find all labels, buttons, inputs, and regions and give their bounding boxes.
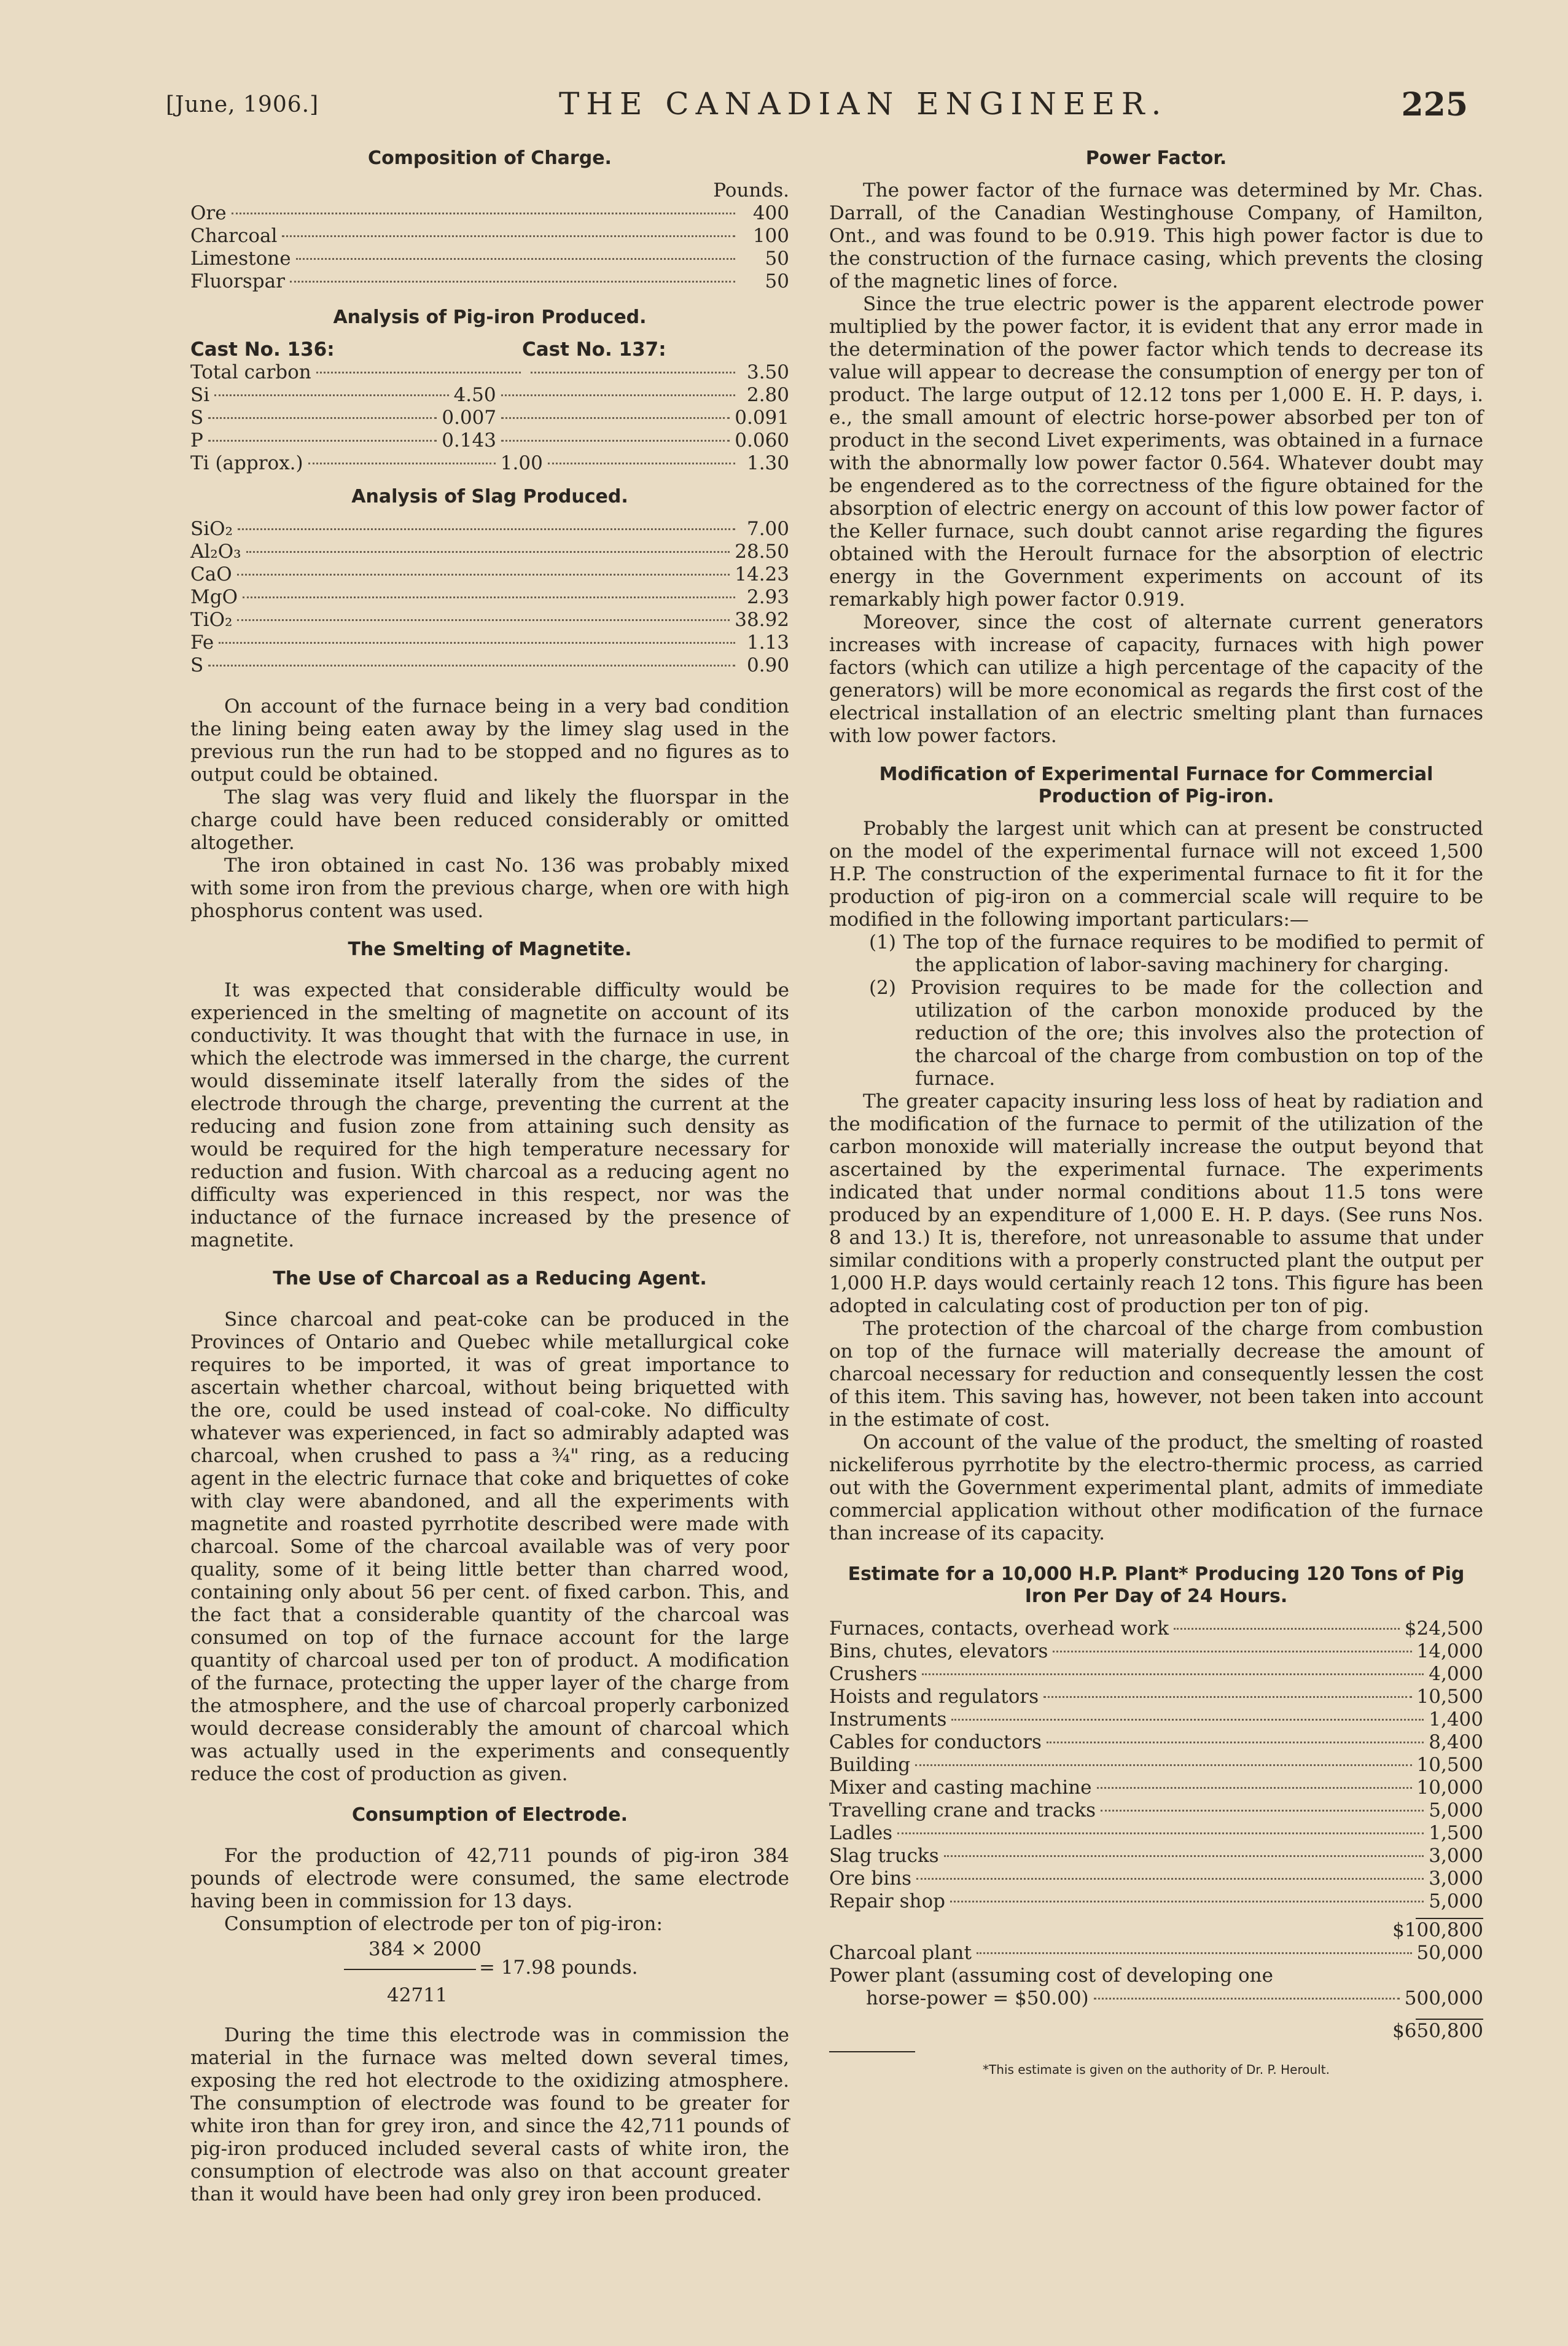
row-label: Total carbon	[190, 361, 311, 383]
paragraph: The greater capacity insuring less loss of heat by radiation and the modification of the furnace to permit of the utilization of the carbon monoxide will materially increase the output beyond that ascertained by the experimental furnace. The experiments indicated that under normal conditions about 11.5 tons were produced by an expenditure of 1,000 E. H. P. days. (See runs Nos. 8 and 13.) It is, therefore, not unreasonable to assume that under similar conditions with a properly constructed plant the output per 1,000 H.P. days would certainly reach 12 tons. This figure has been adopted in calculating cost of production per ton of pig.	[829, 1090, 1483, 1317]
leader-dots	[922, 1673, 1424, 1675]
leader-dots	[1101, 1810, 1424, 1812]
estimate-table	[829, 1617, 1483, 1913]
row-value: 10,500	[1416, 1686, 1483, 1708]
row-label: Furnaces, contacts, overhead work	[829, 1617, 1169, 1640]
row-label: Mixer and casting machine	[829, 1777, 1092, 1799]
row-value: 14,000	[1416, 1640, 1483, 1662]
row-label: Ti (approx.)	[190, 452, 303, 474]
leader-dots	[243, 596, 735, 598]
paragraph: Since charcoal and peat-coke can be produced in the Provinces of Ontario and Quebec while metallurgical coke requires to be imported, it was of great importance to ascertain whether charcoal, without being briquetted with the ore, could be used instead of coal-coke. No difficulty whatever was experienced, in fact so admirably adapted was charcoal, when crushed to pass a ¾" ring, as a reducing agent in the electric furnace that coke and briquettes of coke with clay were abandoned, and all the experiments with magnetite and roasted pyrrhotite described were made with charcoal. Some of the charcoal available was of very poor quality, some of it being little better than charred wood, containing only about 56 per cent. of fixed carbon. This, and the fact that a considerable quantity of the charcoal was consumed on top of the furnace account for the large quantity of charcoal used per ton of product. A modification of the furnace, protecting the upper layer of the charge from the atmosphere, and the use of charcoal properly carbonized would decrease considerably the amount of charcoal which was actually used in the experiments and consequently reduce the cost of production as given.	[190, 1308, 789, 1785]
leader-dots	[208, 440, 437, 442]
row-label: Building	[829, 1754, 911, 1776]
row-label: CaO	[190, 563, 232, 585]
row-value: 3,000	[1429, 1845, 1483, 1867]
cast-137-label: Cast No. 137:	[522, 338, 666, 361]
row-value: 4,000	[1429, 1663, 1483, 1685]
cast-137-value: 0.060	[735, 429, 790, 452]
row-value: 3,000	[1429, 1867, 1483, 1890]
table-row	[190, 654, 789, 677]
table-row	[190, 609, 789, 631]
row-label: Fe	[190, 631, 214, 654]
paragraph: The power factor of the furnace was determined by Mr. Chas. Darrall, of the Canadian Westinghouse Company, of Hamilton, Ont., and was found to be 0.919. This high power factor is due to the construction of the furnace casing, which prevents the closing of the magnetic lines of force.	[829, 179, 1483, 292]
table-row	[829, 1617, 1483, 1640]
row-value: 50	[765, 248, 789, 270]
row-value: 1.13	[746, 631, 789, 654]
table-row	[190, 202, 789, 225]
row-label: Hoists and regulators	[829, 1686, 1039, 1708]
leader-dots	[1174, 1628, 1400, 1630]
table-row	[190, 248, 789, 270]
power-plant-row	[829, 1965, 1483, 2010]
cast-136-value: 4.50	[453, 384, 496, 406]
table-row	[829, 1663, 1483, 1686]
row-label: MgO	[190, 586, 238, 608]
paragraph: Consumption of electrode per ton of pig-iron:	[224, 1913, 663, 1935]
leader-dots	[208, 417, 437, 419]
leader-dots	[1097, 1787, 1412, 1789]
list-item: (2) Provision requires to be made for the collection and utilization of the carbon monoxide produced by the reduction of the ore; this involves also the protection of the charcoal of the charge from combustion on top of the furnace.	[869, 977, 1483, 1090]
table-row	[829, 1777, 1483, 1799]
leader-dots	[238, 528, 735, 530]
slag-heading: Analysis of Slag Produced.	[351, 486, 628, 507]
leader-dots	[916, 1878, 1424, 1880]
leader-dots	[897, 1832, 1424, 1834]
leader-dots	[282, 235, 735, 237]
leader-dots	[1043, 1696, 1411, 1698]
running-header	[166, 86, 1468, 129]
formula-numerator: 384 × 2000	[369, 1938, 482, 1960]
row-label: Repair shop	[829, 1890, 945, 1912]
list-item: (1) The top of the furnace requires to be modified to permit of the application of labor-saving machinery for charging.	[869, 931, 1483, 976]
cast-header	[190, 338, 789, 361]
row-label: horse-power = $50.00)	[866, 1987, 1089, 2009]
paragraph: The iron obtained in cast No. 136 was probably mixed with some iron from the previous charge, when ore with high phosphorus content was used.	[190, 854, 789, 922]
table-row	[190, 407, 789, 429]
grand-total-row	[829, 2020, 1483, 2043]
row-label: Travelling crane and tracks	[829, 1799, 1096, 1821]
paragraph: Moreover, since the cost of alternate current generators increases with increase of capacity, furnaces with high power factors (which can utilize a high percentage of the capacity of the generators) will be more economical as regards the first cost of the electrical installation of an electric smelting plant than furnaces with low power factors.	[829, 611, 1483, 747]
leader-dots	[316, 372, 521, 373]
row-label: Slag trucks	[829, 1845, 939, 1867]
charge-table	[190, 202, 789, 293]
row-value: 28.50	[735, 541, 789, 563]
charge-unit: Pounds.	[713, 179, 789, 201]
leader-dots	[501, 417, 730, 419]
row-value: 1,400	[1429, 1708, 1483, 1730]
table-row	[190, 225, 789, 248]
page-number: 225	[1401, 86, 1468, 123]
subtotal-row	[829, 1919, 1483, 1942]
row-label: Al₂O₃	[190, 541, 241, 563]
row-label: Instruments	[829, 1708, 947, 1730]
leader-dots	[219, 642, 735, 644]
row-label: TiO₂	[190, 609, 233, 631]
paragraph: During the time this electrode was in commission the material in the furnace was melted down several times, exposing the red hot electrode to the oxidizing atmosphere. The consumption of electrode was found to be greater for white iron than for grey iron, and since the 42,711 pounds of pig-iron produced included several casts of white iron, the consumption of electrode was also on that account greater than it would have been had only grey iron been produced.	[190, 2024, 789, 2205]
paragraph: The protection of the charcoal of the charge from combustion on top of the furnace will materially decrease the amount of charcoal necessary for reduction and consequently lessen the cost of this item. This saving has, however, not been taken into account in the estimate of cost.	[829, 1318, 1483, 1431]
issue-date: [June, 1906.]	[166, 92, 319, 117]
table-row	[190, 631, 789, 654]
table-row	[190, 518, 789, 541]
leader-dots	[501, 394, 735, 396]
leader-dots	[951, 1719, 1424, 1721]
table-row	[190, 384, 789, 407]
table-row	[829, 1890, 1483, 1913]
cast-136-value: 0.143	[442, 429, 496, 452]
modification-heading: Modification of Experimental Furnace for Commercial Production of Pig-iron.	[879, 764, 1433, 807]
right-column	[829, 147, 1483, 2081]
journal-title: THE CANADIAN ENGINEER.	[559, 86, 1168, 122]
table-row	[190, 452, 789, 475]
electrode-heading: Consumption of Electrode.	[352, 1804, 628, 1826]
estimate-heading: Estimate for a 10,000 H.P. Plant* Producing 120 Tons of Pig Iron Per Day of 24 Hours.	[848, 1563, 1465, 1607]
leader-dots	[944, 1855, 1424, 1857]
slag-table	[190, 518, 789, 677]
row-label: S	[190, 654, 204, 676]
row-value: 14.23	[735, 563, 789, 585]
electrode-formula	[190, 1938, 789, 2012]
cast-137-value: 0.091	[735, 407, 789, 429]
row-value: 38.92	[735, 609, 789, 631]
leader-dots	[1053, 1651, 1411, 1652]
row-label: Ladles	[829, 1822, 893, 1844]
row-label: Power plant (assuming cost of developing one	[829, 1965, 1273, 1987]
table-row	[190, 586, 789, 609]
row-label: Charcoal plant	[829, 1942, 972, 1964]
row-value: 1,500	[1429, 1822, 1483, 1844]
row-value: 50	[765, 270, 789, 292]
row-value: 400	[752, 202, 789, 224]
row-label: Ore	[190, 202, 227, 224]
table-row	[190, 541, 789, 563]
footnote: *This estimate is given on the authority of Dr. P. Heroult.	[983, 2062, 1330, 2077]
paragraph: For the production of 42,711 pounds of pig-iron 384 pounds of electrode were consumed, the same electrode having been in commission for 13 days.	[190, 1845, 789, 1912]
row-label: Bins, chutes, elevators	[829, 1640, 1048, 1662]
paragraph: Since the true electric power is the apparent electrode power multiplied by the power factor, it is evident that any error made in the determination of the power factor which tends to decrease its value will appear to decrease the consumption of energy per ton of product. The large output of 12.12 tons per 1,000 E. H. P. days, i. e., the small amount of electric horse-power absorbed per ton of product in the second Livet experiments, was obtained in a furnace with the abnormally low power factor 0.564. Whatever doubt may be engendered as to the correctness of the figure obtained for the absorption of electric energy on account of this low power factor of the Keller furnace, such doubt cannot arise regarding the figures obtained with the Heroult furnace for the absorption of electric energy in the Government experiments on account of its remarkably high power factor 0.919.	[829, 293, 1483, 611]
row-value: 7.00	[746, 518, 789, 540]
row-label: P	[190, 429, 203, 452]
leader-dots	[208, 665, 735, 667]
table-row	[190, 361, 789, 384]
row-value: 100	[752, 225, 789, 247]
paragraph: The slag was very fluid and likely the fluorspar in the charge could have been reduced considerably or omitted altogether.	[190, 786, 789, 854]
magnetite-heading: The Smelting of Magnetite.	[348, 939, 632, 960]
row-label: SiO₂	[190, 518, 233, 540]
table-row	[829, 1708, 1483, 1731]
leader-dots	[290, 281, 735, 283]
row-value: 10,500	[1416, 1754, 1483, 1776]
leader-dots	[308, 463, 496, 464]
table-row	[829, 1731, 1483, 1754]
cast-136-value: 0.007	[442, 407, 497, 429]
table-row	[829, 1754, 1483, 1777]
paragraph: Probably the largest unit which can at present be constructed on the model of the experimental furnace will not exceed 1,500 H.P. The construction of the experimental furnace to fit it for the production of pig-iron on a commercial scale will require to be modified in the following important particulars:—	[829, 818, 1483, 931]
paragraph: On account of the furnace being in a very bad condition the lining being eaten away by the limey slag used in the previous run the run had to be stopped and no figures as to output could be obtained.	[190, 695, 789, 786]
row-label: Si	[190, 384, 210, 406]
row-value: 500,000	[1404, 1987, 1483, 2009]
table-row	[190, 270, 789, 293]
cast-137-value: 2.80	[746, 384, 789, 406]
power-factor-heading: Power Factor.	[1085, 147, 1227, 169]
leader-dots	[232, 213, 735, 214]
row-label: Ore bins	[829, 1867, 912, 1890]
table-row	[829, 1640, 1483, 1663]
footnote-rule	[829, 2051, 915, 2052]
cast-136-label: Cast No. 136:	[190, 338, 335, 361]
row-label: Crushers	[829, 1663, 918, 1685]
leader-dots	[548, 463, 735, 464]
row-label: S	[190, 407, 204, 429]
leader-dots	[237, 619, 730, 621]
row-value: 2.93	[746, 586, 789, 608]
leader-dots	[1047, 1742, 1424, 1743]
grand-total-value: $650,800	[1392, 2020, 1483, 2042]
paragraph: On account of the value of the product, the smelting of roasted nickeliferous pyrrhotite by the electro-thermic process, as carried out with the Government experimental plant, admits of immediate commercial application without other modification of the furnace than increase of its capacity.	[829, 1431, 1483, 1544]
row-value: 10,000	[1416, 1777, 1483, 1799]
pig-iron-heading: Analysis of Pig-iron Produced.	[333, 307, 647, 328]
charcoal-plant-row	[829, 1942, 1483, 1965]
charge-heading: Composition of Charge.	[368, 147, 612, 169]
row-value: 5,000	[1429, 1799, 1483, 1821]
charcoal-heading: The Use of Charcoal as a Reducing Agent.	[273, 1268, 707, 1289]
leader-dots	[296, 258, 735, 260]
table-row	[190, 429, 789, 452]
row-label: Charcoal	[190, 225, 278, 247]
paragraph: It was expected that considerable difficulty would be experienced in the smelting of magnetite on account of its conductivity. It was thought that with the furnace in use, in which the electrode was immersed in the charge, the current would disseminate itself laterally from the sides of the electrode through the charge, preventing the current at the reducing and fusion zone from attaining such density as would be required for the high temperature necessary for reduction and fusion. With charcoal as a reducing agent no difficulty was experienced in this respect, nor was the inductance of the furnace increased by the presence of magnetite.	[190, 979, 789, 1251]
leader-dots	[531, 372, 735, 373]
left-column	[190, 147, 789, 2206]
leader-dots	[246, 551, 730, 553]
leader-dots	[237, 574, 730, 576]
row-label: Fluorspar	[190, 270, 285, 292]
cast-137-value: 1.30	[746, 452, 789, 474]
row-value: 0.90	[746, 654, 789, 676]
subtotal-value: $100,800	[1392, 1919, 1483, 1941]
leader-dots	[214, 394, 448, 396]
cast-137-value: 3.50	[746, 361, 789, 383]
row-value: $24,500	[1404, 1617, 1483, 1640]
row-value: 50,000	[1416, 1942, 1483, 1964]
leader-dots	[501, 440, 730, 442]
formula-result: = 17.98 pounds.	[479, 1957, 638, 1979]
row-label: Limestone	[190, 248, 291, 270]
fraction-bar	[344, 1969, 476, 1970]
formula-denominator: 42711	[387, 1984, 448, 2006]
table-row	[829, 1822, 1483, 1845]
table-row	[190, 563, 789, 586]
table-row	[829, 1799, 1483, 1822]
pig-iron-table	[190, 361, 789, 475]
row-value: 5,000	[1429, 1890, 1483, 1912]
row-value: 8,400	[1429, 1731, 1483, 1753]
table-row	[829, 1686, 1483, 1708]
cast-136-value: 1.00	[500, 452, 543, 474]
leader-dots	[950, 1901, 1424, 1902]
table-row	[829, 1867, 1483, 1890]
leader-dots	[915, 1764, 1411, 1766]
table-row	[829, 1845, 1483, 1867]
row-label: Cables for conductors	[829, 1731, 1042, 1753]
